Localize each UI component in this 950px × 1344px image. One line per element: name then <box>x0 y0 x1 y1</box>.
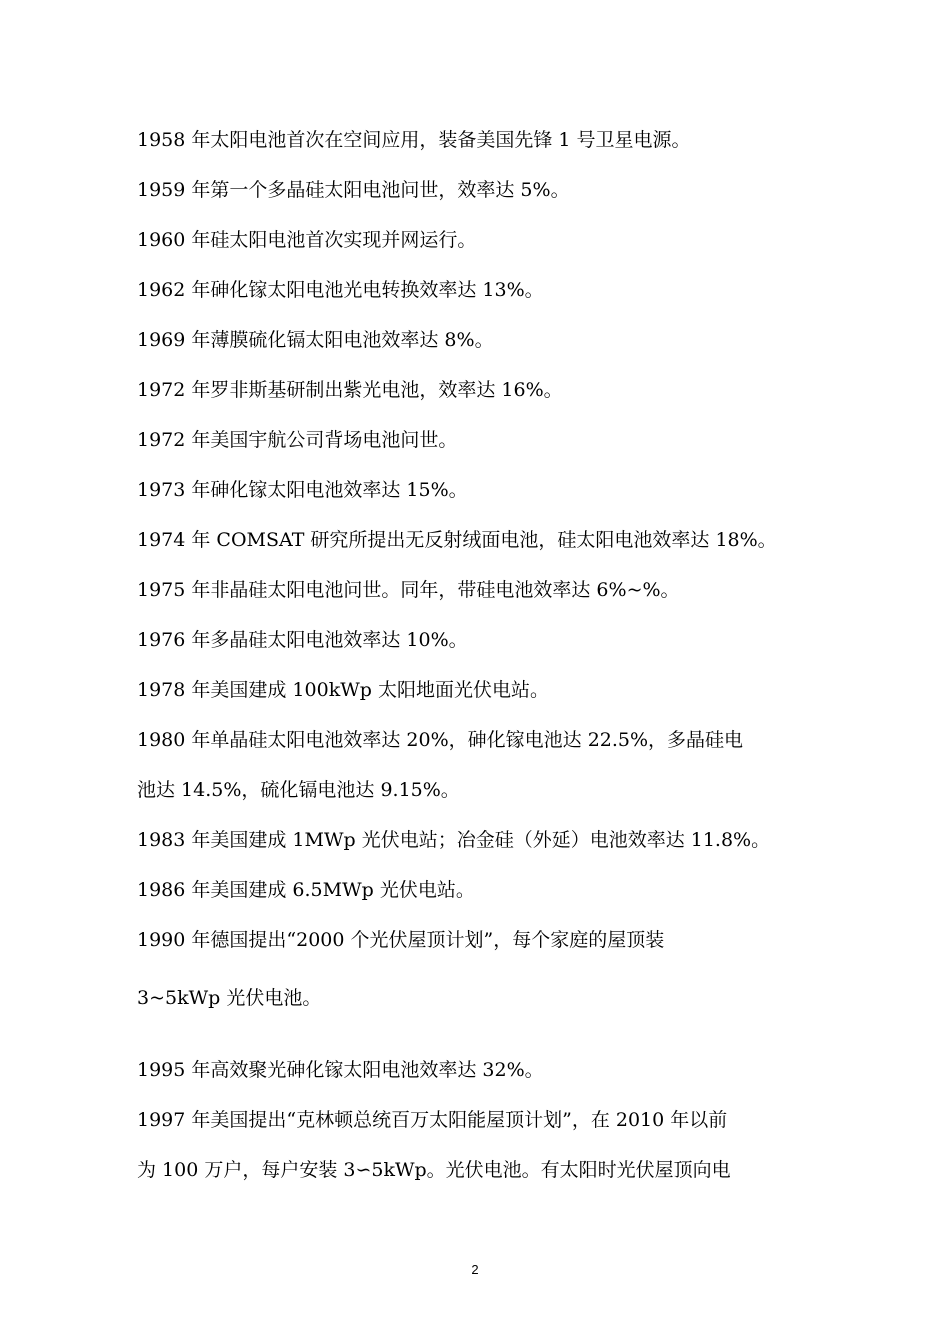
text-line-1986: 1986 年美国建成 6.5MWp 光伏电站。 <box>137 879 475 901</box>
text-line-1990: 1990 年德国提出“2000 个光伏屋顶计划”，每个家庭的屋顶装 <box>137 929 665 951</box>
text-line-1973: 1973 年砷化镓太阳电池效率达 15%。 <box>137 479 468 501</box>
text-line-1995: 1995 年高效聚光砷化镓太阳电池效率达 32%。 <box>137 1059 544 1081</box>
text-line-1980: 1980 年单晶硅太阳电池效率达 20%，砷化镓电池达 22.5%，多晶硅电 <box>137 729 744 751</box>
page-number: 2 <box>471 1262 479 1277</box>
text-line-1980-continued: 池达 14.5%，硫化镉电池达 9.15%。 <box>137 779 460 801</box>
text-line-1958: 1958 年太阳电池首次在空间应用，装备美国先锋 1 号卫星电源。 <box>137 129 691 151</box>
text-line-1976: 1976 年多晶硅太阳电池效率达 10%。 <box>137 629 468 651</box>
text-line-1960: 1960 年硅太阳电池首次实现并网运行。 <box>137 229 477 251</box>
text-line-1969: 1969 年薄膜硫化镉太阳电池效率达 8%。 <box>137 329 494 351</box>
text-line-1972-b: 1972 年美国宇航公司背场电池问世。 <box>137 429 458 451</box>
text-line-1975: 1975 年非晶硅太阳电池问世。同年，带硅电池效率达 6%~%。 <box>137 579 680 601</box>
text-line-1997: 1997 年美国提出“克林顿总统百万太阳能屋顶计划”，在 2010 年以前 <box>137 1109 728 1131</box>
text-line-1959: 1959 年第一个多晶硅太阳电池问世，效率达 5%。 <box>137 179 570 201</box>
text-line-1997-continued: 为 100 万户，每户安装 3∽5kWp。光伏电池。有太阳时光伏屋顶向电 <box>137 1159 731 1181</box>
text-line-1983: 1983 年美国建成 1MWp 光伏电站；冶金硅（外延）电池效率达 11.8%。 <box>137 829 771 851</box>
text-line-1972-a: 1972 年罗非斯基研制出紫光电池，效率达 16%。 <box>137 379 563 401</box>
text-line-1990-continued: 3~5kWp 光伏电池。 <box>137 987 322 1009</box>
text-line-1978: 1978 年美国建成 100kWp 太阳地面光伏电站。 <box>137 679 549 701</box>
text-line-1974: 1974 年 COMSAT 研究所提出无反射绒面电池，硅太阳电池效率达 18%。 <box>137 529 777 551</box>
text-line-1962: 1962 年砷化镓太阳电池光电转换效率达 13%。 <box>137 279 544 301</box>
